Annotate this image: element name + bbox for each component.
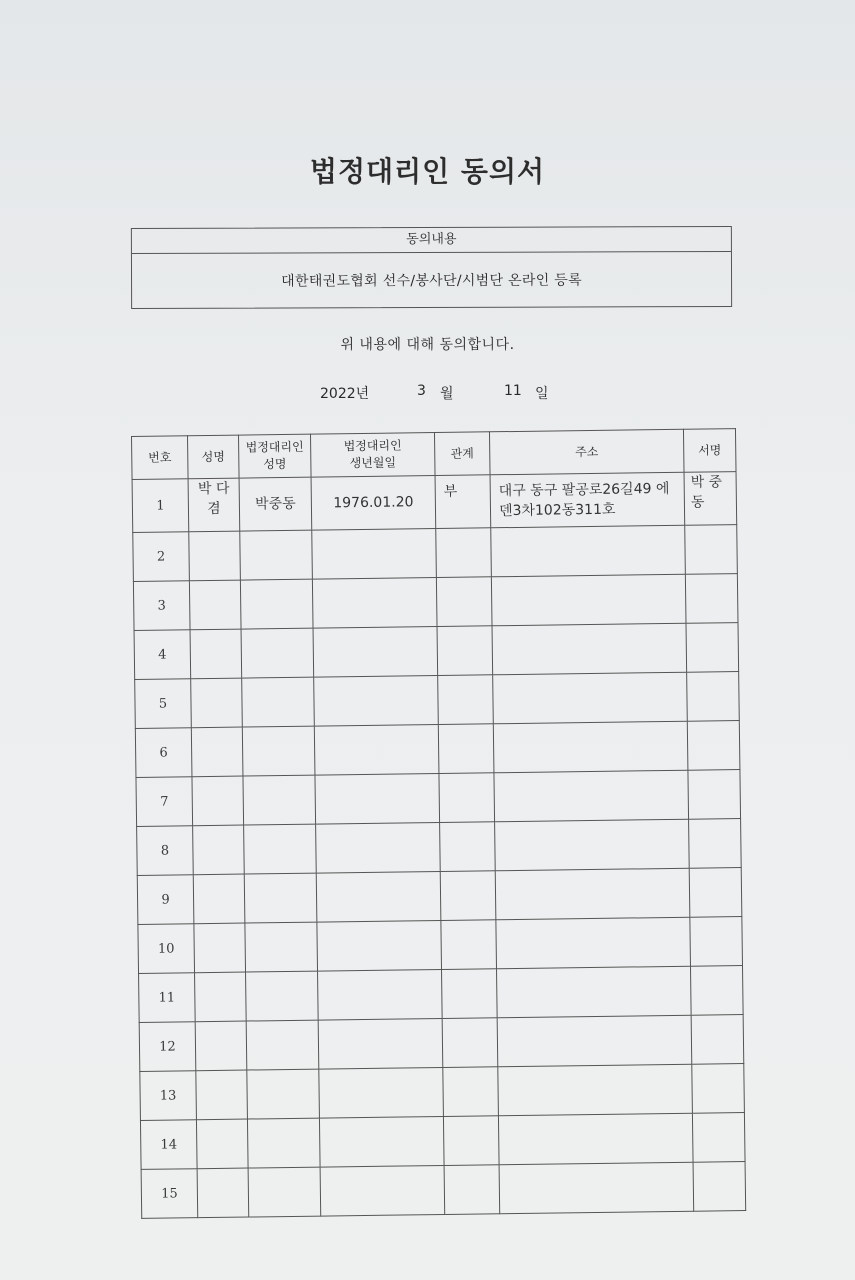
cell-number: 3 <box>133 581 190 631</box>
header-signature: 서명 <box>683 429 736 473</box>
cell-relation <box>442 1018 498 1068</box>
cell-guardian-name <box>248 1167 321 1217</box>
cell-relation <box>443 1116 499 1166</box>
cell-name <box>196 1070 248 1120</box>
cell-name <box>195 1021 247 1071</box>
header-relation: 관계 <box>434 432 490 476</box>
cell-number: 8 <box>137 826 194 876</box>
cell-signature <box>685 525 738 575</box>
cell-number: 6 <box>135 728 192 778</box>
cell-name <box>191 678 243 728</box>
cell-guardian-name <box>243 775 316 825</box>
header-no: 번호 <box>132 436 189 480</box>
cell-number: 4 <box>134 630 191 680</box>
cell-number: 1 <box>132 479 189 533</box>
cell-guardian-name <box>244 873 317 923</box>
cell-signature <box>686 623 739 673</box>
date-month: 3 <box>417 383 426 399</box>
table-row <box>139 1015 744 1072</box>
cell-signature: 박 중 동 <box>684 472 737 526</box>
cell-guardian-birth <box>319 1116 444 1167</box>
cell-address <box>498 1064 693 1116</box>
cell-name <box>189 580 241 630</box>
table-row <box>137 868 742 925</box>
table-row <box>134 623 739 680</box>
table-row <box>135 721 740 778</box>
cell-signature <box>692 1064 745 1114</box>
cell-signature <box>690 917 743 967</box>
agreement-statement: 위 내용에 대해 동의합니다. <box>340 337 515 353</box>
cell-address <box>498 1113 693 1165</box>
cell-guardian-birth <box>319 1067 444 1118</box>
cell-guardian-birth <box>318 1018 443 1069</box>
cell-signature <box>688 770 741 820</box>
cell-guardian-name <box>246 971 319 1021</box>
cell-signature <box>687 721 740 771</box>
cell-address <box>495 819 690 871</box>
cell-guardian-birth <box>316 822 441 873</box>
table-row <box>132 472 737 533</box>
table-row <box>137 819 742 876</box>
cell-signature <box>689 868 742 918</box>
cell-name <box>193 874 245 924</box>
cell-guardian-name <box>242 726 315 776</box>
cell-name <box>189 531 241 581</box>
cell-relation <box>444 1165 500 1215</box>
cell-number: 2 <box>133 532 190 582</box>
table-row <box>140 1064 745 1121</box>
cell-signature <box>690 966 743 1016</box>
cell-guardian-name <box>245 922 318 972</box>
cell-number: 15 <box>141 1169 198 1219</box>
cell-guardian-birth <box>312 529 437 580</box>
table-row <box>138 917 743 974</box>
guardian-table-wrapper <box>131 428 744 1202</box>
cell-number: 9 <box>137 875 194 925</box>
cell-name <box>193 825 245 875</box>
table-row <box>139 966 744 1023</box>
cell-name <box>190 629 242 679</box>
header-guardian-birth: 법정대리인 생년월일 <box>310 433 435 478</box>
cell-address <box>496 917 691 969</box>
cell-relation <box>441 920 497 970</box>
cell-relation <box>436 577 492 627</box>
cell-name <box>197 1168 249 1218</box>
table-row <box>140 1113 745 1170</box>
cell-address <box>491 574 686 626</box>
cell-relation <box>443 1067 499 1117</box>
cell-signature <box>692 1113 745 1163</box>
cell-relation <box>438 724 494 774</box>
cell-relation <box>440 871 496 921</box>
cell-guardian-birth <box>317 920 442 971</box>
cell-guardian-name <box>246 1020 319 1070</box>
cell-guardian-name <box>247 1069 320 1119</box>
cell-name <box>194 923 246 973</box>
cell-guardian-name <box>241 628 314 678</box>
cell-guardian-birth <box>314 725 439 776</box>
table-row <box>141 1162 746 1219</box>
consent-body: 대한태권도협회 선수/봉사단/시범단 온라인 등록 <box>281 272 582 290</box>
cell-relation <box>436 528 492 578</box>
cell-signature <box>693 1162 746 1212</box>
date-day: 11 <box>504 383 522 399</box>
cell-number: 10 <box>138 924 195 974</box>
table-body <box>132 472 746 1219</box>
cell-guardian-birth <box>313 627 438 678</box>
cell-name <box>192 776 244 826</box>
cell-number: 12 <box>139 1022 196 1072</box>
cell-signature <box>685 574 738 624</box>
cell-guardian-birth <box>314 676 439 727</box>
cell-address <box>499 1162 694 1214</box>
cell-relation <box>437 626 493 676</box>
cell-signature <box>691 1015 744 1065</box>
cell-address <box>491 525 686 577</box>
cell-guardian-name <box>242 677 315 727</box>
date-month-label: 월 <box>440 386 454 402</box>
cell-name <box>195 972 247 1022</box>
date-year: 2022년 <box>320 386 370 402</box>
cell-relation <box>440 822 496 872</box>
cell-number: 5 <box>135 679 192 729</box>
cell-number: 7 <box>136 777 193 827</box>
cell-signature <box>689 819 742 869</box>
header-name: 성명 <box>188 435 240 479</box>
guardian-table <box>131 428 746 1219</box>
cell-name: 박 다 겸 <box>188 478 240 532</box>
cell-address <box>497 1015 692 1067</box>
consent-header: 동의내용 <box>132 227 731 254</box>
cell-address <box>495 868 690 920</box>
cell-name <box>196 1119 248 1169</box>
cell-guardian-birth <box>316 871 441 922</box>
cell-address <box>493 672 688 724</box>
cell-address <box>497 966 692 1018</box>
cell-guardian-birth <box>318 969 443 1020</box>
table-row <box>133 525 738 582</box>
page-title: 법정대리인 동의서 <box>309 155 546 188</box>
cell-guardian-name <box>244 824 317 874</box>
cell-number: 14 <box>140 1120 197 1170</box>
cell-address <box>494 770 689 822</box>
cell-number: 11 <box>139 973 196 1023</box>
cell-address <box>493 721 688 773</box>
cell-relation <box>438 675 494 725</box>
table-row <box>133 574 738 631</box>
cell-guardian-birth <box>312 578 437 629</box>
cell-guardian-name: 박중동 <box>239 477 312 531</box>
cell-guardian-name <box>240 530 313 580</box>
cell-address: 대구 동구 팔공로26길49 에덴3차102동311호 <box>490 472 685 528</box>
table-row <box>135 672 740 729</box>
cell-address <box>492 623 687 675</box>
cell-signature <box>687 672 740 722</box>
cell-guardian-birth: 1976.01.20 <box>311 476 436 531</box>
cell-guardian-name <box>247 1118 320 1168</box>
header-address: 주소 <box>489 429 684 475</box>
cell-relation <box>439 773 495 823</box>
date-day-label: 일 <box>535 386 549 402</box>
cell-relation <box>442 969 498 1019</box>
cell-number: 13 <box>140 1071 197 1121</box>
cell-guardian-name <box>240 579 313 629</box>
cell-relation: 부 <box>435 475 491 529</box>
consent-box <box>131 226 732 309</box>
cell-guardian-birth <box>315 773 440 824</box>
cell-name <box>191 727 243 777</box>
cell-guardian-birth <box>320 1165 445 1216</box>
header-guardian-name: 법정대리인 성명 <box>238 434 311 478</box>
table-row <box>136 770 741 827</box>
